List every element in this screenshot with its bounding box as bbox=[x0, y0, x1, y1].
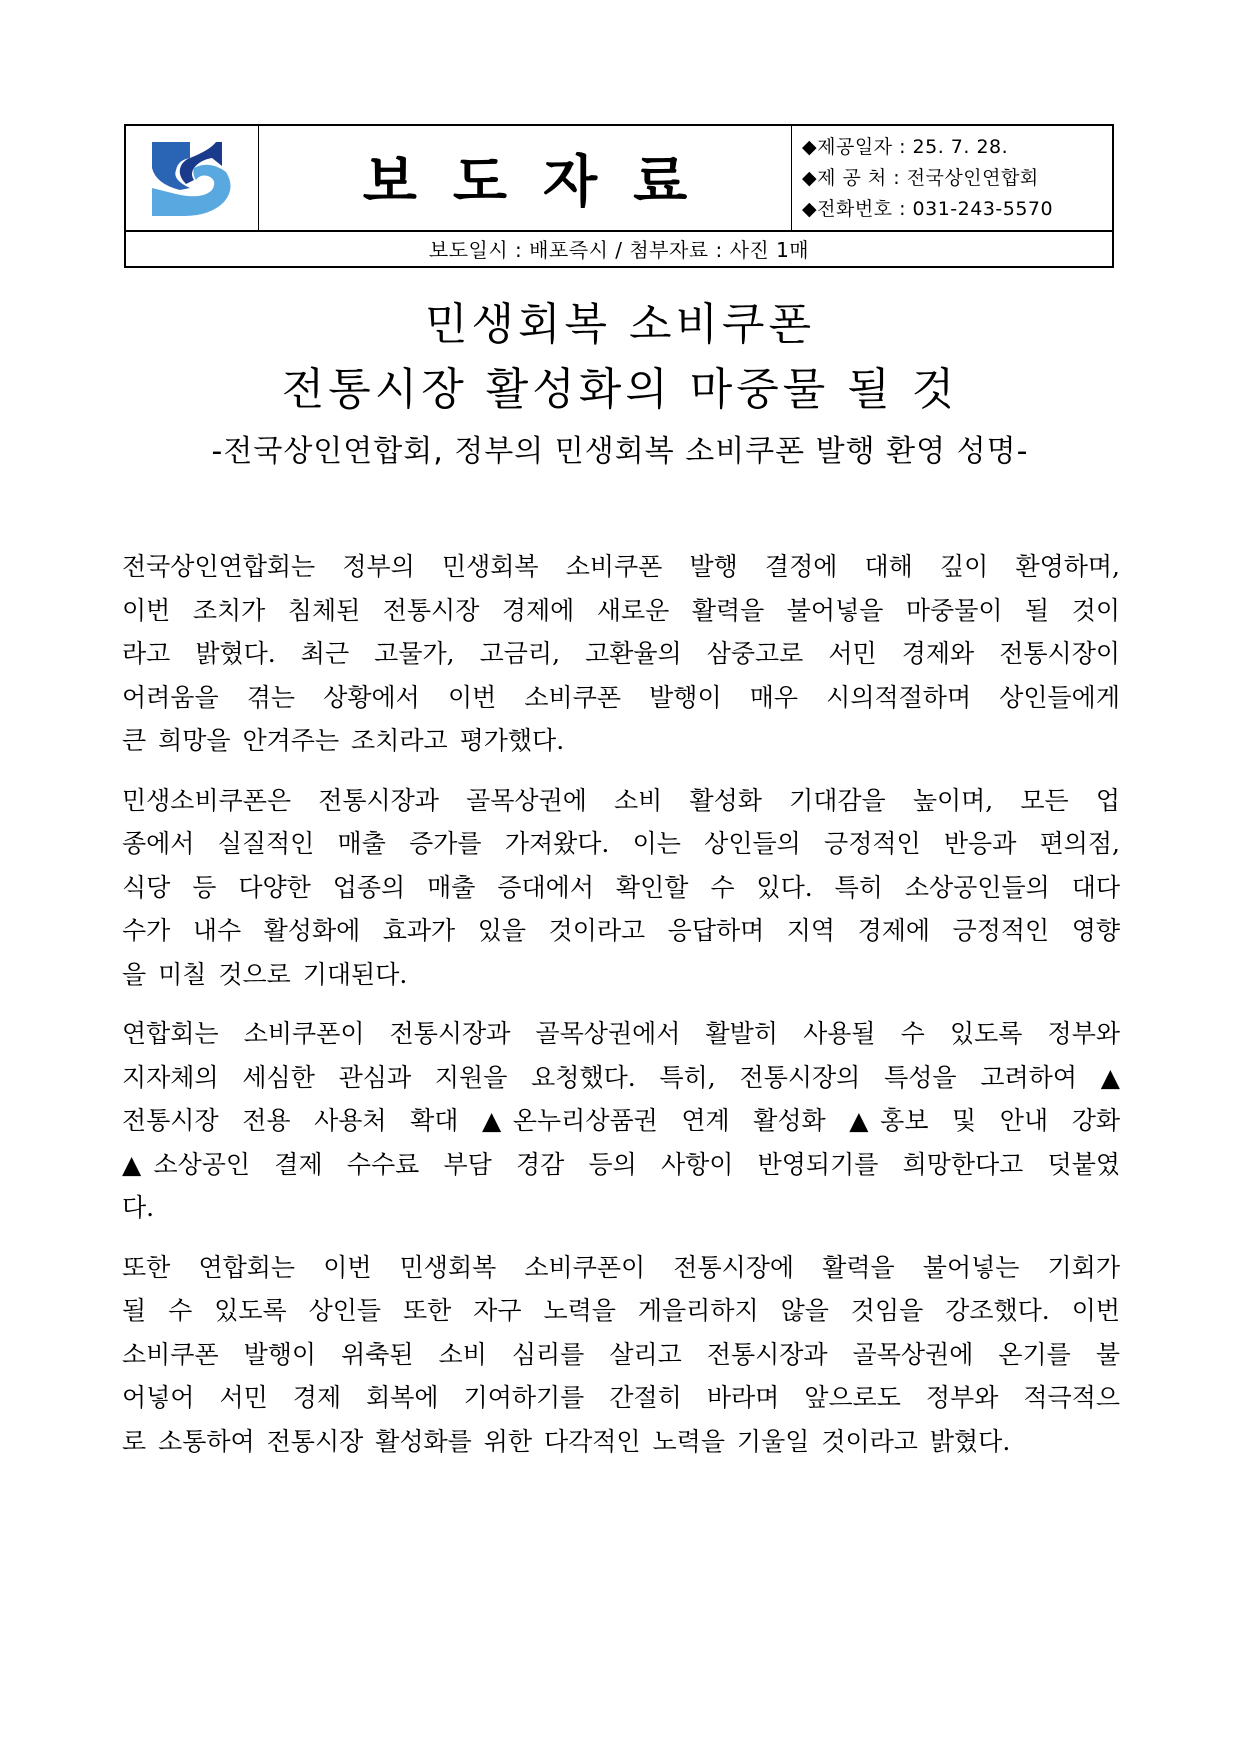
text-line: 어넣어 서민 경제 회복에 기여하기를 간절히 바라며 앞으로도 정부와 적극적으 bbox=[122, 1383, 1120, 1412]
info-label: ◆제 공 처 bbox=[802, 167, 887, 189]
paragraph-4 bbox=[122, 1246, 1120, 1464]
text-line: 전통시장 전용 사용처 확대 ▲온누리상품권 연계 활성화 ▲홍보 및 안내 강화 bbox=[122, 1106, 1120, 1135]
text-line: 전국상인연합회는 정부의 민생회복 소비쿠폰 발행 결정에 대해 깊이 환영하며, bbox=[122, 552, 1120, 581]
paragraph-2 bbox=[122, 779, 1120, 997]
text-line: 민생소비쿠폰은 전통시장과 골목상권에 소비 활성화 기대감을 높이며, 모든 업 bbox=[122, 785, 1120, 815]
body-text bbox=[122, 545, 1120, 1479]
text-line: 수가 내수 활성화에 효과가 있을 것이라고 응답하며 지역 경제에 긍정적인 영향 bbox=[122, 916, 1120, 945]
text-line: 소비쿠폰 발행이 위축된 소비 심리를 살리고 전통시장과 골목상권에 온기를 불 bbox=[122, 1339, 1120, 1369]
release-info-text: 보도일시 : 배포즉시 / 첨부자료 : 사진 1매 bbox=[428, 237, 810, 262]
press-release-header bbox=[124, 124, 1114, 268]
info-label: ◆제공일자 bbox=[802, 136, 893, 158]
info-row-provider: ◆제 공 처 : 전국상인연합회 bbox=[802, 167, 1039, 189]
info-value: 25. 7. 28. bbox=[912, 136, 1009, 158]
document-title: 보도자료 bbox=[362, 150, 724, 215]
text-line: 지자체의 세심한 관심과 지원을 요청했다. 특히, 전통시장의 특성을 고려하여 ▲ bbox=[122, 1062, 1120, 1092]
text-line: 이번 조치가 침체된 전통시장 경제에 새로운 활력을 불어넣을 마중물이 될 것이 bbox=[122, 595, 1120, 625]
header-top-row bbox=[126, 126, 1112, 232]
text-line: 또한 연합회는 이번 민생회복 소비쿠폰이 전통시장에 활력을 불어넣는 기회가 bbox=[122, 1252, 1120, 1282]
info-row-phone: ◆전화번호 : 031-243-5570 bbox=[802, 198, 1054, 220]
text-line: 로 소통하여 전통시장 활성화를 위한 다각적인 노력을 기울일 것이라고 밝혔다. bbox=[122, 1426, 1011, 1456]
headline-line-1: 민생회복 소비쿠폰 bbox=[424, 299, 816, 350]
text-line: ▲소상공인 결제 수수료 부담 경감 등의 사항이 반영되기를 희망한다고 덧붙였 bbox=[122, 1149, 1120, 1179]
text-line: 식당 등 다양한 업종의 매출 증대에서 확인할 수 있다. 특히 소상공인들의 대다 bbox=[122, 872, 1120, 902]
text-line: 될 수 있도록 상인들 또한 자구 노력을 게을리하지 않을 것임을 강조했다. 이번 bbox=[122, 1296, 1120, 1325]
text-line: 종에서 실질적인 매출 증가를 가져왔다. 이는 상인들의 긍정적인 반응과 편의점, bbox=[122, 829, 1120, 858]
title-cell bbox=[259, 126, 792, 230]
info-label: ◆전화번호 bbox=[802, 198, 893, 220]
text-line: 연합회는 소비쿠폰이 전통시장과 골목상권에서 활발히 사용될 수 있도록 정부와 bbox=[122, 1019, 1120, 1048]
info-cell bbox=[792, 126, 1112, 230]
organization-logo-icon bbox=[150, 138, 234, 218]
paragraph-3 bbox=[122, 1012, 1120, 1230]
logo-cell bbox=[126, 126, 259, 230]
text-line: 어려움을 겪는 상황에서 이번 소비쿠폰 발행이 매우 시의적절하며 상인들에게 bbox=[122, 682, 1120, 712]
info-row-date: ◆제공일자 : 25. 7. 28. bbox=[802, 136, 1009, 158]
text-line: 을 미칠 것으로 기대된다. bbox=[122, 959, 408, 989]
info-value: 031-243-5570 bbox=[912, 198, 1054, 220]
text-line: 다. bbox=[122, 1193, 155, 1222]
info-value: 전국상인연합회 bbox=[906, 167, 1039, 189]
headline-subtitle: -전국상인연합회, 정부의 민생회복 소비쿠폰 발행 환영 성명- bbox=[211, 434, 1029, 469]
headline-line-2: 전통시장 활성화의 마중물 될 것 bbox=[281, 364, 959, 415]
text-line: 큰 희망을 안겨주는 조치라고 평가했다. bbox=[122, 726, 565, 755]
release-info-row bbox=[126, 230, 1112, 266]
paragraph-1 bbox=[122, 545, 1120, 763]
text-line: 라고 밝혔다. 최근 고물가, 고금리, 고환율의 삼중고로 서민 경제와 전통시장이 bbox=[122, 639, 1120, 668]
